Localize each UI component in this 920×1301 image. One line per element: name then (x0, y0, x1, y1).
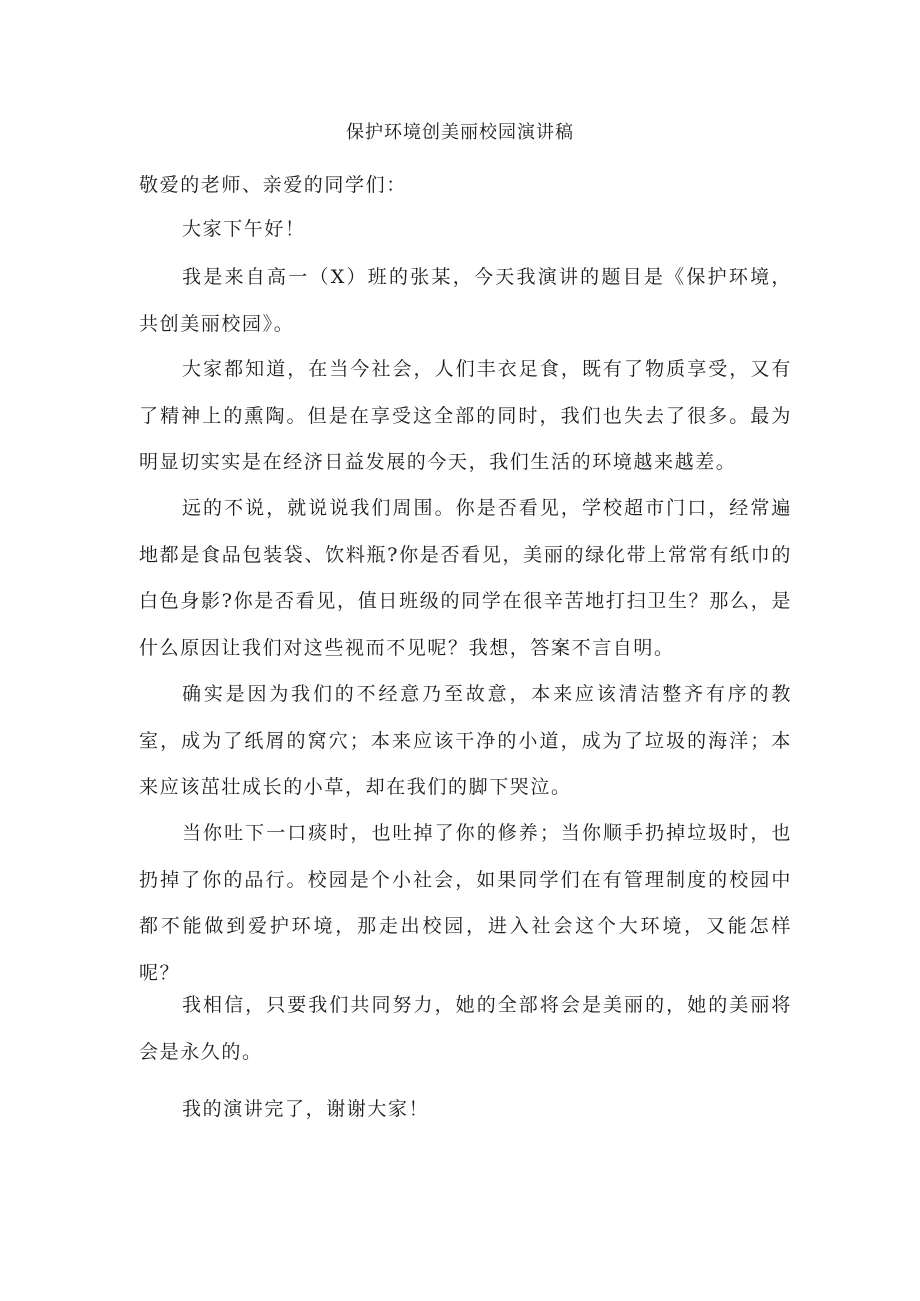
paragraph-greeting: 大家下午好！ (182, 218, 306, 240)
paragraph-background: 大家都知道，在当今社会，人们丰衣足食，既有了物质享受，又有了精神上的熏陶。但是在享受这全部的同时，我们也失去了很多。最为明显切实实是在经济日益发展的今天，我们生活的环境越来越差。 (139, 358, 792, 473)
paragraph-causes: 确实是因为我们的不经意乃至故意，本来应该清洁整齐有序的教室，成为了纸屑的窝穴；本来应该干净的小道，成为了垃圾的海洋；本来应该茁壮成长的小草，却在我们的脚下哭泣。 (139, 683, 792, 798)
document-title: 保护环境创美丽校园演讲稿 (346, 122, 574, 143)
paragraph-conclusion: 我相信，只要我们共同努力，她的全部将会是美丽的，她的美丽将会是永久的。 (139, 994, 792, 1063)
salutation: 敬爱的老师、亲爱的同学们： (139, 174, 407, 196)
paragraph-observations: 远的不说，就说说我们周围。你是否看见，学校超市门口，经常遍地都是食品包装袋、饮料瓶?你是否看见，美丽的绿化带上常常有纸巾的白色身影?你是否看见，值日班级的同学在很辛苦地打扫卫生？那么，是什么原因让我们对这些视而不见呢？我想，答案不言自明。 (139, 497, 792, 659)
paragraph-reflection: 当你吐下一口痰时，也吐掉了你的修养；当你顺手扔掉垃圾时，也扔掉了你的品行。校园是个小社会，如果同学们在有管理制度的校园中都不能做到爱护环境，那走出校园，进入社会这个大环境，又能怎样呢？ (139, 822, 792, 984)
paragraph-closing: 我的演讲完了，谢谢大家！ (182, 1098, 430, 1120)
paragraph-introduction: 我是来自高一（X）班的张某，今天我演讲的题目是《保护环境，共创美丽校园》。 (139, 266, 792, 335)
